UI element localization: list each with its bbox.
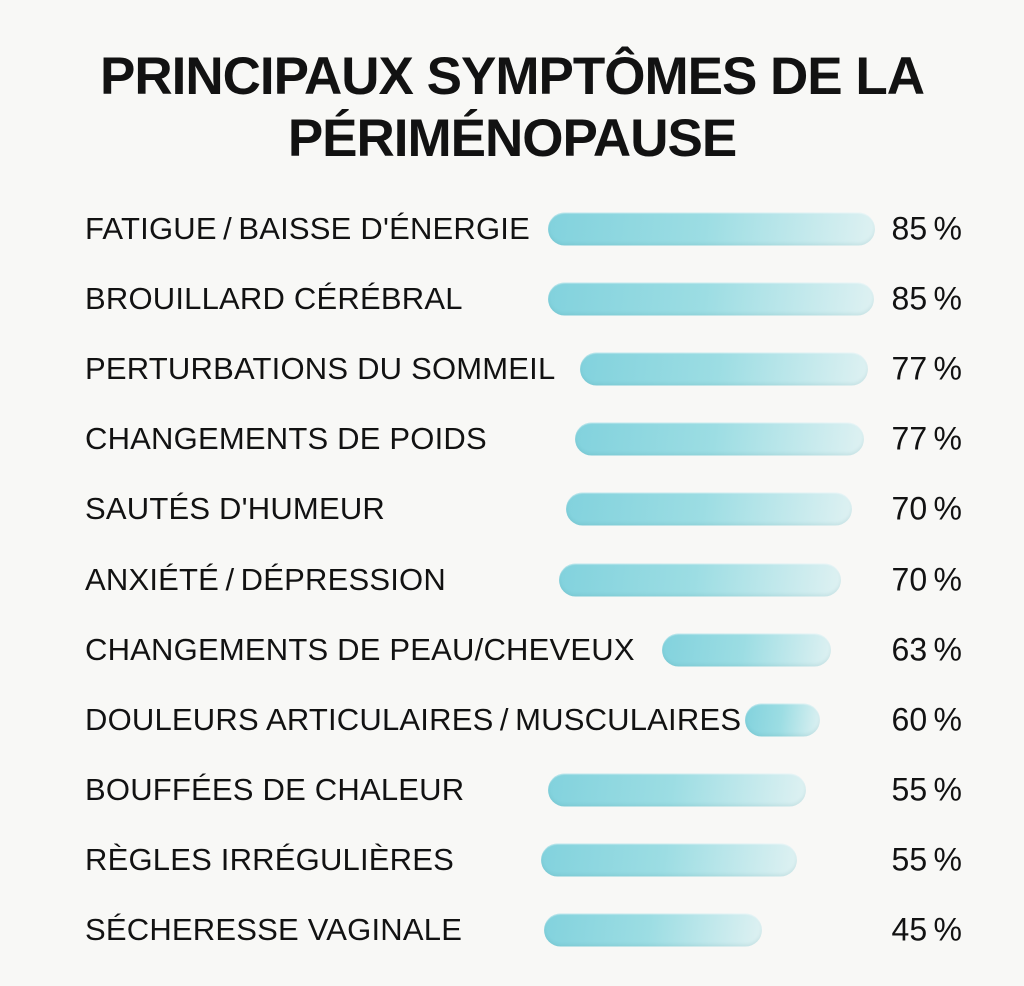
symptom-value: 70 % <box>891 561 962 598</box>
chart-row <box>0 685 1024 755</box>
chart-row <box>0 615 1024 685</box>
chart-row <box>0 895 1024 965</box>
symptom-label: BROUILLARD CÉRÉBRAL <box>85 280 463 316</box>
symptom-label: FATIGUE / BAISSE D'ÉNERGIE <box>85 210 530 246</box>
symptom-bar <box>575 423 864 456</box>
symptom-value: 85 % <box>891 210 962 247</box>
page-title-line2: PÉRIMÉNOPAUSE <box>287 108 737 168</box>
symptom-value: 85 % <box>891 280 962 317</box>
symptom-label: DOULEURS ARTICULAIRES / MUSCULAIRES <box>85 701 742 737</box>
symptom-value: 77 % <box>891 350 962 387</box>
symptom-bar <box>662 633 831 666</box>
symptom-label: PERTURBATIONS DU SOMMEIL <box>85 350 556 386</box>
symptom-bar <box>580 352 868 385</box>
symptom-bar <box>566 493 852 526</box>
symptom-bar <box>548 774 806 807</box>
chart-row <box>0 474 1024 544</box>
symptom-bar <box>544 914 762 947</box>
symptom-value: 45 % <box>891 911 962 948</box>
symptoms-bar-chart <box>0 194 1024 966</box>
symptom-value: 63 % <box>891 631 962 668</box>
symptom-label: CHANGEMENTS DE POIDS <box>85 421 487 457</box>
chart-row <box>0 404 1024 474</box>
chart-row <box>0 755 1024 825</box>
symptom-label: SÉCHERESSE VAGINALE <box>85 912 463 948</box>
symptom-bar <box>548 212 875 245</box>
symptom-bar <box>559 563 841 596</box>
chart-row <box>0 194 1024 264</box>
symptom-label: ANXIÉTÉ / DÉPRESSION <box>85 561 446 597</box>
symptom-bar <box>541 844 797 877</box>
chart-row <box>0 544 1024 614</box>
page-title-line1: PRINCIPAUX SYMPTÔMES DE LA <box>99 46 925 106</box>
chart-row <box>0 264 1024 334</box>
symptom-label: RÈGLES IRRÉGULIÈRES <box>85 842 455 878</box>
chart-row <box>0 825 1024 895</box>
symptom-value: 60 % <box>891 701 962 738</box>
chart-row <box>0 334 1024 404</box>
symptom-bar <box>548 282 874 315</box>
symptom-label: BOUFFÉES DE CHALEUR <box>85 772 465 808</box>
symptom-value: 55 % <box>891 771 962 808</box>
symptom-label: SAUTÉS D'HUMEUR <box>85 491 385 527</box>
symptom-value: 77 % <box>891 420 962 457</box>
symptom-value: 70 % <box>891 490 962 527</box>
symptom-bar <box>745 703 820 736</box>
page-title <box>0 36 1024 170</box>
symptom-value: 55 % <box>891 841 962 878</box>
symptom-label: CHANGEMENTS DE PEAU/CHEVEUX <box>85 631 635 667</box>
